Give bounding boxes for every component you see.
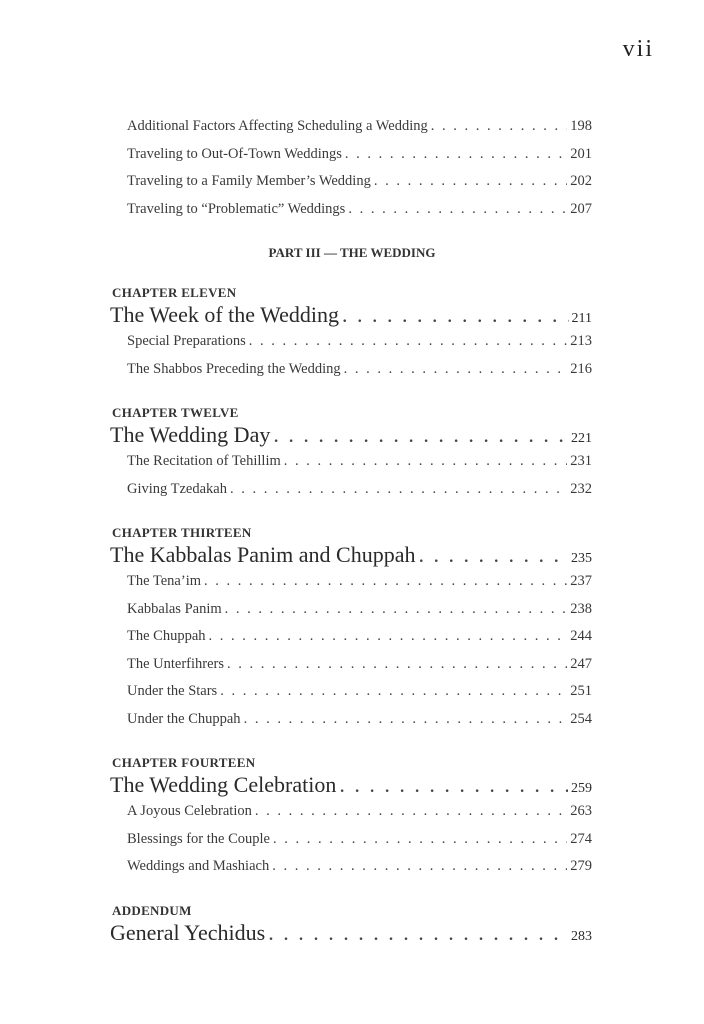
toc-entry-title: Additional Factors Affecting Scheduling a Wedding <box>127 118 428 134</box>
toc-entry <box>127 481 592 498</box>
dot-leader <box>374 173 567 190</box>
chapter-title: The Wedding Celebration <box>110 772 337 797</box>
dot-leader <box>227 656 567 673</box>
toc-entry <box>127 628 592 645</box>
toc-entry-page: 231 <box>570 453 592 469</box>
toc-entry <box>127 333 592 350</box>
dot-leader <box>225 601 568 618</box>
toc-entry-title: The Shabbos Preceding the Wedding <box>127 361 341 377</box>
dot-leader <box>204 573 567 590</box>
toc-entry <box>127 201 592 218</box>
chapter-label: CHAPTER ELEVEN <box>112 285 237 300</box>
toc-entry-page: 247 <box>570 656 592 672</box>
toc-entry <box>127 831 592 848</box>
toc-entry <box>127 361 592 378</box>
chapter-entry <box>110 920 592 946</box>
dot-leader <box>268 920 568 946</box>
chapter-title: The Wedding Day <box>110 422 271 447</box>
toc-entry-title: Under the Chuppah <box>127 711 241 727</box>
toc-entry-title: The Unterfihrers <box>127 656 225 672</box>
dot-leader <box>284 453 567 470</box>
dot-leader <box>345 146 567 163</box>
toc-entry-title: Special Preparations <box>127 333 246 349</box>
dot-leader <box>344 361 568 378</box>
toc-entry <box>127 601 592 618</box>
toc-entry <box>127 146 592 163</box>
dot-leader <box>348 201 567 218</box>
toc-entry <box>127 453 592 470</box>
toc-entry-page: 207 <box>570 201 592 217</box>
dot-leader <box>273 831 567 848</box>
toc-entry-page: 237 <box>570 573 592 589</box>
chapter-page: 235 <box>571 551 592 566</box>
dot-leader <box>249 333 567 350</box>
chapter-label: CHAPTER FOURTEEN <box>112 755 256 770</box>
toc-entry-title: The Chuppah <box>127 628 206 644</box>
chapter-label: ADDENDUM <box>112 903 192 918</box>
chapter-entry <box>110 302 592 328</box>
toc-entry-title: The Recitation of Tehillim <box>127 453 281 469</box>
toc-entry <box>127 803 592 820</box>
toc-entry-page: 263 <box>570 803 592 819</box>
dot-leader <box>342 302 568 328</box>
toc-entry-title: Blessings for the Couple <box>127 831 270 847</box>
toc-entry <box>127 656 592 673</box>
toc-entry-title: The Tena’im <box>127 573 202 589</box>
toc-entry-title: Traveling to a Family Member’s Wedding <box>127 173 371 189</box>
chapter-entry <box>110 422 592 448</box>
dot-leader <box>230 481 567 498</box>
chapter-page: 259 <box>571 781 592 796</box>
chapter-title: General Yechidus <box>110 920 266 945</box>
toc-entry-page: 202 <box>570 173 592 189</box>
toc-entry-title: A Joyous Celebration <box>127 803 252 819</box>
dot-leader <box>220 683 567 700</box>
toc-entry-title: Traveling to “Problematic” Weddings <box>127 201 346 217</box>
chapter-page: 283 <box>571 929 592 944</box>
toc-entry-page: 198 <box>570 118 592 134</box>
part-heading: PART III — THE WEDDING <box>268 245 436 260</box>
chapter-title: The Kabbalas Panim and Chuppah <box>110 542 416 567</box>
chapter-entry <box>110 542 592 568</box>
toc-entry-page: 216 <box>570 361 592 377</box>
toc-entry-page: 244 <box>570 628 592 644</box>
dot-leader <box>272 858 567 875</box>
toc-entry-page: 232 <box>570 481 592 497</box>
toc-entry-page: 274 <box>570 831 592 847</box>
toc-entry-title: Traveling to Out-Of-Town Weddings <box>127 146 342 162</box>
toc-entry <box>127 173 592 190</box>
dot-leader <box>209 628 568 645</box>
toc-entry-title: Under the Stars <box>127 683 218 699</box>
dot-leader <box>255 803 567 820</box>
dot-leader <box>273 422 568 448</box>
toc-entry-page: 238 <box>570 601 592 617</box>
chapter-label: CHAPTER TWELVE <box>112 405 239 420</box>
toc-entry-page: 279 <box>570 858 592 874</box>
toc-entry <box>127 118 592 135</box>
chapter-page: 211 <box>571 311 592 326</box>
chapter-page: 221 <box>571 431 592 446</box>
toc-entry-page: 201 <box>570 146 592 162</box>
chapter-entry <box>110 772 592 798</box>
page-number: vii <box>622 36 654 62</box>
toc-entry-page: 254 <box>570 711 592 727</box>
chapter-title: The Week of the Wedding <box>110 302 340 327</box>
toc-entry-page: 213 <box>570 333 592 349</box>
toc-entry-page: 251 <box>570 683 592 699</box>
toc-entry <box>127 683 592 700</box>
dot-leader <box>431 118 568 135</box>
toc-entry <box>127 858 592 875</box>
dot-leader <box>339 772 568 798</box>
toc-entry <box>127 711 592 728</box>
toc-entry <box>127 573 592 590</box>
toc-entry-title: Kabbalas Panim <box>127 601 222 617</box>
toc-entry-title: Giving Tzedakah <box>127 481 227 497</box>
dot-leader <box>244 711 568 728</box>
chapter-label: CHAPTER THIRTEEN <box>112 525 252 540</box>
dot-leader <box>419 542 569 568</box>
toc-entry-title: Weddings and Mashiach <box>127 858 270 874</box>
